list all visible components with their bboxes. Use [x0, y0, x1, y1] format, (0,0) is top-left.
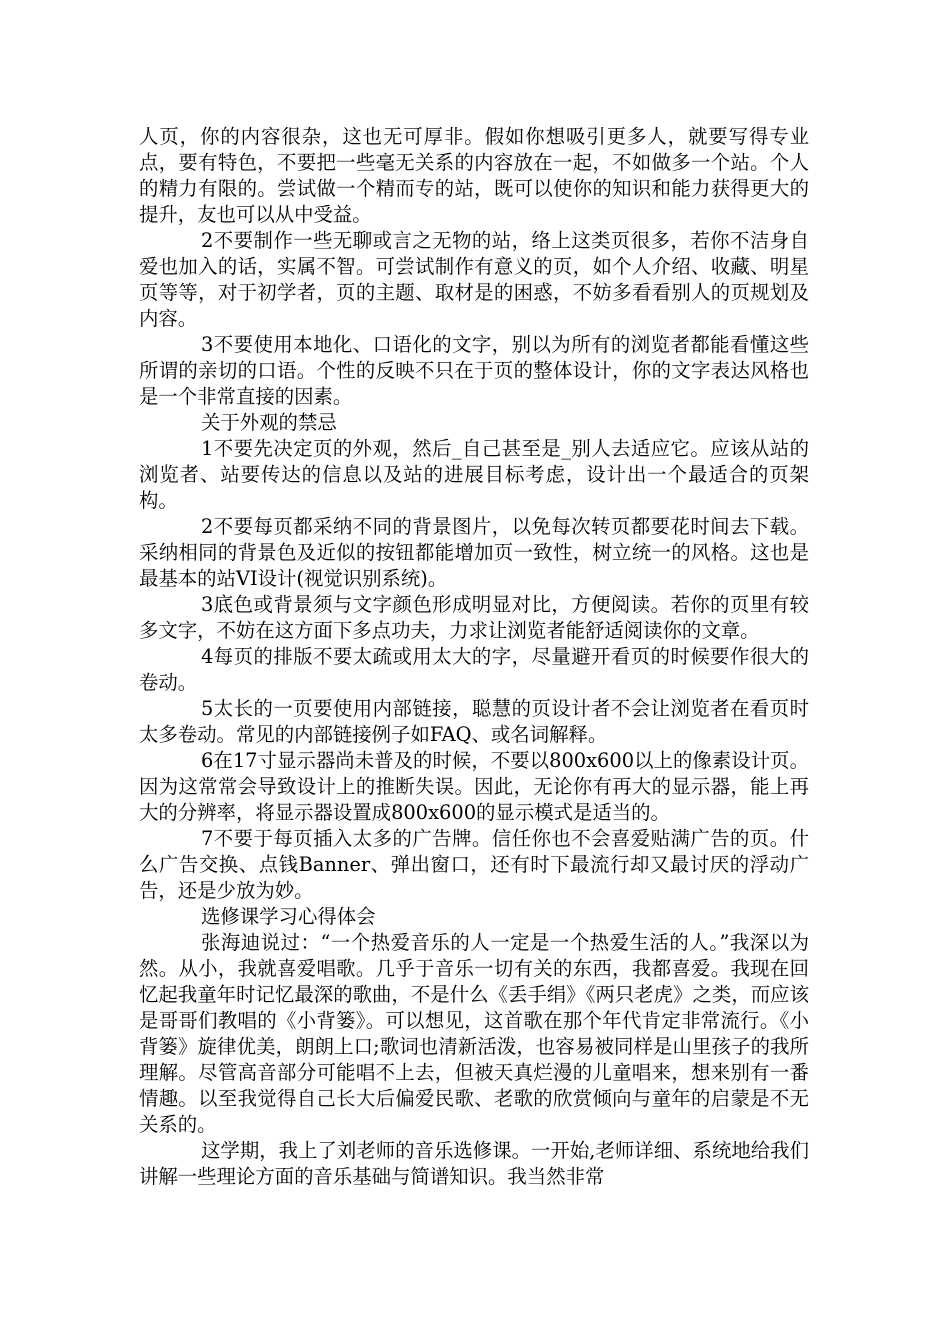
paragraph-appearance-2: 2不要每页都采纳不同的背景图片，以免每次转页都要花时间去下载。采纳相同的背景色及近似的按钮都能增加页一致性，树立统一的风格。这也是最基本的站VI设计(视觉识别系统)。 [139, 515, 809, 590]
paragraph-appearance-4: 4每页的排版不要太疏或用太大的字，尽量避开看页的时候要作很大的卷动。 [139, 645, 809, 694]
document-body [139, 124, 809, 1190]
paragraph-appearance-3: 3底色或背景须与文字颜色形成明显对比，方便阅读。若你的页里有较多文字，不妨在这方面下多点功夫，力求让浏览者能舒适阅读你的文章。 [139, 593, 809, 642]
paragraph-appearance-1: 1不要先决定页的外观，然后_自己甚至是_别人去适应它。应该从站的浏览者、站要传达的信息以及站的进展目标考虑，设计出一个最适合的页架构。 [139, 437, 809, 512]
paragraph-elective-1: 张海迪说过：“一个热爱音乐的人一定是一个热爱生活的人。”我深以为然。从小，我就喜爱唱歌。几乎于音乐一切有关的东西，我都喜爱。我现在回忆起我童年时记忆最深的歌曲，不是什么《丢手绢》《两只老虎》之类，而应该是哥哥们教唱的《小背篓》。可以想见，这首歌在那个年代肯定非常流行。《小背篓》旋律优美，朗朗上口;歌词也清新活泼，也容易被同样是山里孩子的我所理解。尽管高音部分可能唱不上去，但被天真烂漫的儿童唱来，想来别有一番情趣。以至我觉得自己长大后偏爱民歌、老歌的欣赏倾向与童年的启蒙是不无关系的。 [139, 931, 809, 1136]
paragraph-elective-2: 这学期，我上了刘老师的音乐选修课。一开始,老师详细、系统地给我们讲解一些理论方面的音乐基础与简谱知识。我当然非常 [139, 1139, 809, 1188]
paragraph-appearance-7: 7不要于每页插入太多的广告牌。信任你也不会喜爱贴满广告的页。什么广告交换、点钱Banner、弹出窗口，还有时下最流行却又最讨厌的浮动广告，还是少放为妙。 [139, 827, 809, 902]
paragraph-item-2: 2不要制作一些无聊或言之无物的站，络上这类页很多，若你不洁身自爱也加入的话，实属不智。可尝试制作有意义的页，如个人介绍、收藏、明星页等等，对于初学者，页的主题、取材是的困惑，不妨多看看别人的页规划及内容。 [139, 229, 809, 330]
section-heading-appearance: 关于外观的禁忌 [201, 411, 337, 434]
section-heading-elective: 选修课学习心得体会 [201, 905, 376, 928]
paragraph-item-3: 3不要使用本地化、口语化的文字，别以为所有的浏览者都能看懂这些所谓的亲切的口语。个性的反映不只在于页的整体设计，你的文字表达风格也是一个非常直接的因素。 [139, 333, 809, 408]
paragraph-appearance-5: 5太长的一页要使用内部链接，聪慧的页设计者不会让浏览者在看页时太多卷动。常见的内部链接例子如FAQ、或名词解释。 [139, 697, 809, 746]
paragraph-continuation: 人页，你的内容很杂，这也无可厚非。假如你想吸引更多人，就要写得专业点，要有特色，不要把一些毫无关系的内容放在一起，不如做多一个站。个人的精力有限的。尝试做一个精而专的站，既可以使你的知识和能力获得更大的提升，友也可以从中受益。 [139, 125, 809, 226]
paragraph-appearance-6: 6在17寸显示器尚未普及的时候，不要以800x600以上的像素设计页。因为这常常会导致设计上的推断失误。因此，无论你有再大的显示器，能上再大的分辨率，将显示器设置成800x600的显示模式是适当的。 [139, 749, 809, 824]
